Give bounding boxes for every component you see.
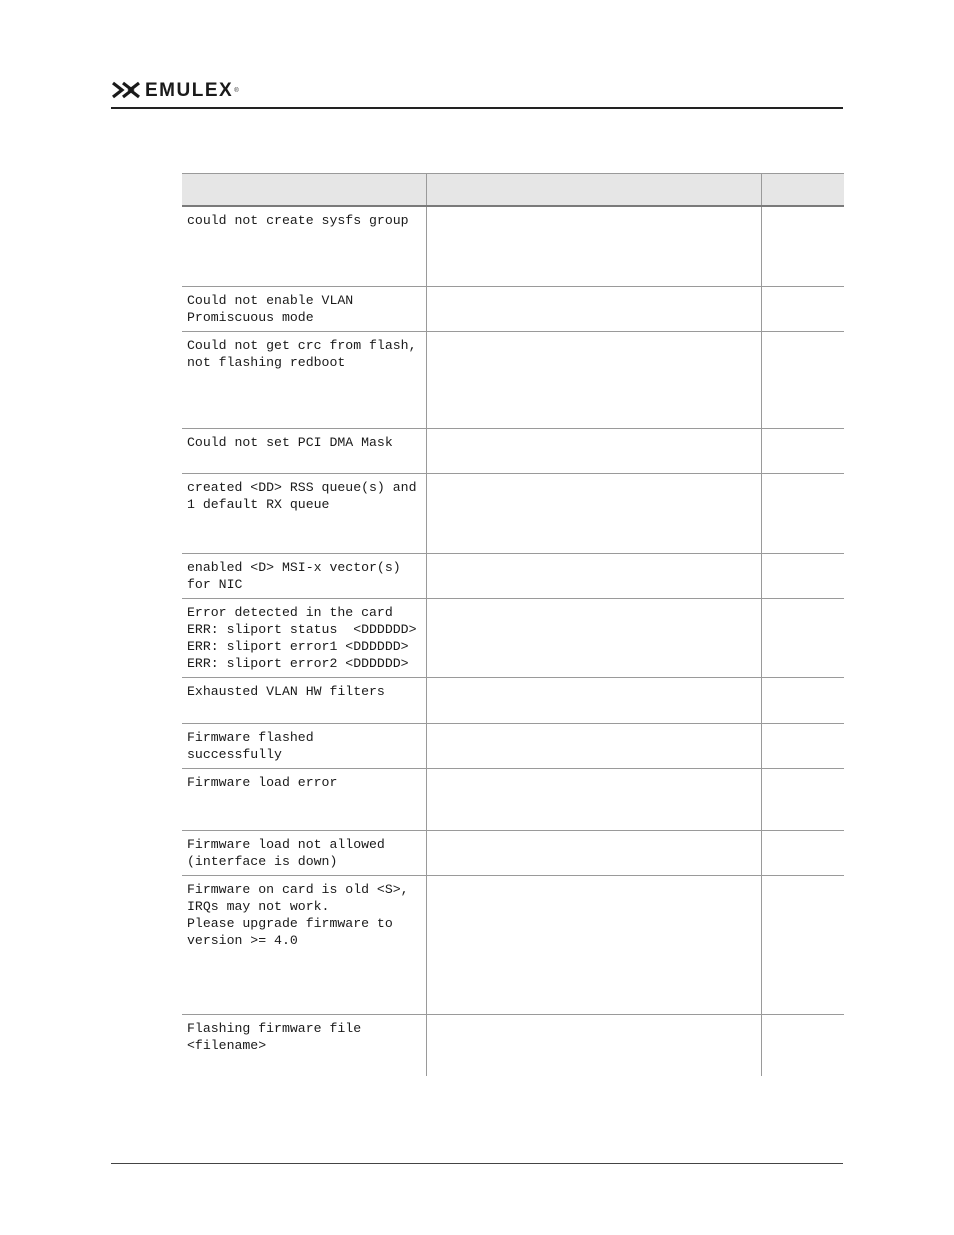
extra-cell xyxy=(761,723,844,768)
message-text: Error detected in the card ERR: sliport status <DDDDDD> ERR: sliport error1 <DDDDDD> ERR: sliport error2 <DDDDDD> xyxy=(187,604,417,672)
table-row xyxy=(182,723,844,768)
message-cell xyxy=(182,428,426,473)
message-cell xyxy=(182,875,426,1014)
emulex-logo xyxy=(111,78,239,102)
message-text: Firmware load not allowed (interface is down) xyxy=(187,836,385,869)
message-cell xyxy=(182,1014,426,1076)
table-row xyxy=(182,473,844,553)
table-row xyxy=(182,677,844,723)
message-cell xyxy=(182,830,426,875)
message-cell xyxy=(182,331,426,428)
message-text: Firmware on card is old <S>, IRQs may not work. Please upgrade firmware to version >= 4.0 xyxy=(187,881,409,949)
extra-cell xyxy=(761,830,844,875)
description-cell xyxy=(426,830,761,875)
description-cell xyxy=(426,428,761,473)
description-cell xyxy=(426,875,761,1014)
table-row xyxy=(182,830,844,875)
column-header-description xyxy=(426,174,761,207)
table-header-row xyxy=(182,174,844,207)
message-cell xyxy=(182,598,426,677)
trademark-symbol: ® xyxy=(234,88,239,94)
table-row xyxy=(182,206,844,286)
table-row xyxy=(182,1014,844,1076)
description-cell xyxy=(426,677,761,723)
extra-cell xyxy=(761,598,844,677)
table-row xyxy=(182,331,844,428)
extra-cell xyxy=(761,677,844,723)
message-text: Could not enable VLAN Promiscuous mode xyxy=(187,292,354,325)
message-text: could not create sysfs group xyxy=(187,213,409,228)
table-row xyxy=(182,428,844,473)
message-cell xyxy=(182,286,426,331)
message-table xyxy=(182,173,844,1076)
extra-cell xyxy=(761,768,844,830)
message-text: created <DD> RSS queue(s) and 1 default RX queue xyxy=(187,479,417,512)
message-cell xyxy=(182,768,426,830)
message-cell xyxy=(182,473,426,553)
message-text: Firmware flashed successfully xyxy=(187,729,314,762)
message-text: Firmware load error xyxy=(187,774,338,790)
extra-cell xyxy=(761,553,844,598)
extra-cell xyxy=(761,473,844,553)
column-header-extra xyxy=(761,174,844,207)
extra-cell xyxy=(761,428,844,473)
column-header-message xyxy=(182,174,426,207)
brand-name: EMULEX xyxy=(145,79,234,101)
extra-cell xyxy=(761,875,844,1014)
message-text: Could not set PCI DMA Mask xyxy=(187,434,393,450)
emulex-logo-mark-icon xyxy=(111,81,141,99)
table-row xyxy=(182,553,844,598)
footer-rule xyxy=(111,1163,843,1164)
message-cell xyxy=(182,206,426,286)
description-cell xyxy=(426,723,761,768)
extra-cell xyxy=(761,206,844,286)
description-cell xyxy=(426,768,761,830)
extra-cell xyxy=(761,286,844,331)
table-row xyxy=(182,768,844,830)
table-row xyxy=(182,875,844,1014)
message-cell xyxy=(182,677,426,723)
description-cell xyxy=(426,331,761,428)
header-rule xyxy=(111,107,843,109)
message-text: enabled <D> MSI-x vector(s) for NIC xyxy=(187,559,401,592)
table-row xyxy=(182,598,844,677)
table-row xyxy=(182,286,844,331)
description-cell xyxy=(426,1014,761,1076)
description-cell xyxy=(426,473,761,553)
message-cell xyxy=(182,553,426,598)
extra-cell xyxy=(761,1014,844,1076)
description-cell xyxy=(426,206,761,286)
message-cell xyxy=(182,723,426,768)
description-cell xyxy=(426,598,761,677)
message-text: Exhausted VLAN HW filters xyxy=(187,683,385,699)
message-text: Flashing firmware file <filename> xyxy=(187,1020,362,1053)
description-cell xyxy=(426,553,761,598)
message-text: Could not get crc from flash, not flashing redboot xyxy=(187,337,417,370)
extra-cell xyxy=(761,331,844,428)
description-cell xyxy=(426,286,761,331)
